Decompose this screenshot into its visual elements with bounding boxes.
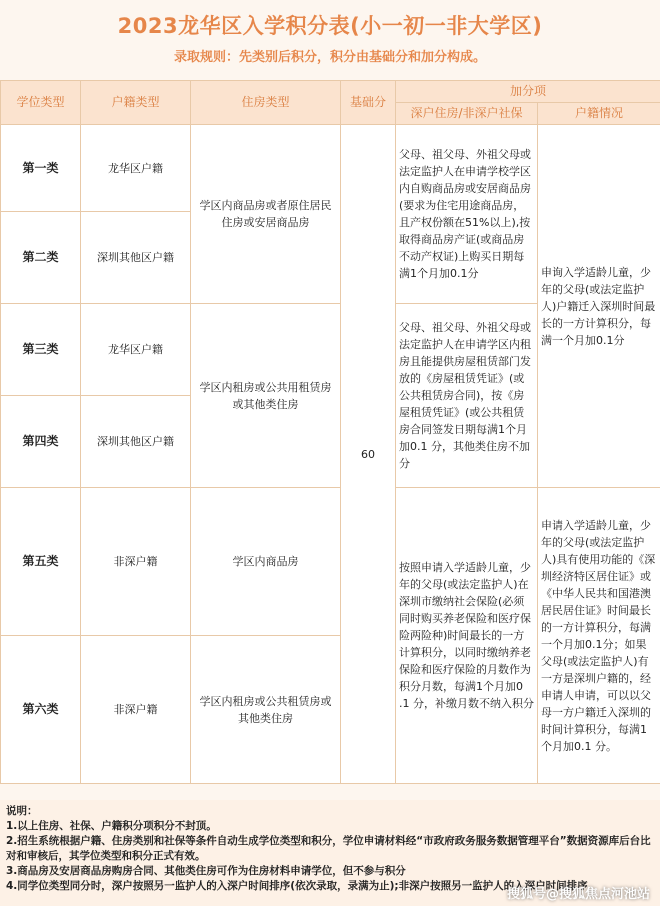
page-subtitle: 录取规则：先类别后积分，积分由基础分和加分构成。 (173, 50, 486, 65)
bonus-household-cat-1-4: 申询入学适龄儿童，少年的父母(或法定监护人)户籍迁入深圳时间最长的一方计算积分，每满一个月加0.1分 (538, 125, 660, 488)
header (0, 0, 660, 80)
category-1: 第一类 (1, 125, 81, 212)
household-5: 非深户籍 (81, 488, 191, 636)
base-score: 60 (341, 125, 396, 784)
housing-cat-1-2: 学区内商品房或者原住居民住房或安居商品房 (191, 125, 341, 304)
household-1: 龙华区户籍 (81, 125, 191, 212)
bonus-housing-cat-1-2: 父母、祖父母、外祖父母或法定监护人在申请学校学区内自购商品房或安居商品房(要求为住宅用途商品房，且产权份额在51%以上),按取得商品房产证(或商品房不动产权证)上购买日期每满1个月加0.1分 (396, 125, 538, 304)
bonus-housing-cat-3-4: 父母、祖父母、外祖父母或法定监护人在申请学区内租房且能提供房屋租赁部门发放的《房屋租赁凭证》(或公共租赁房合同)，按《房屋租赁凭证》(或公共租赁房合同签发日期每满1个月加0.1 分，其他类住房不加分 (396, 304, 538, 488)
household-4: 深圳其他区户籍 (81, 396, 191, 488)
score-table (0, 80, 660, 784)
housing-cat-3-4: 学区内租房或公共用租赁房或其他类住房 (191, 304, 341, 488)
watermark: 搜狐号@搜狐焦点河池站 (506, 887, 650, 902)
category-5: 第五类 (1, 488, 81, 636)
category-2: 第二类 (1, 212, 81, 304)
page-title: 2023龙华区入学积分表(小一初一非大学区) (117, 14, 543, 38)
col-header-bonus: 加分项 (396, 81, 660, 103)
col-header-household-type: 户籍类型 (81, 81, 191, 125)
note-item: 3.商品房及安居商品房购房合同、其他类住房可作为住房材料申请学位，但不参与积分 (6, 865, 406, 877)
note-item: 1.以上住房、社保、户籍积分项积分不封顶。 (6, 820, 217, 832)
category-6: 第六类 (1, 636, 81, 784)
col-header-bonus-housing: 深户住房/非深户社保 (396, 103, 538, 125)
note-item: 4.同学位类型同分时，深户按照另一监护人的入深户时间排序(依次录取，录满为止);非深户按照另一监护人的入深户时间排序 (6, 880, 588, 892)
note-item: 2.招生系统根据户籍、住房类别和社保等条件自动生成学位类型和积分，学位申请材料经“市政府政务服务数据管理平台”数据资源库后台比对和审核后，其学位类型和积分正式有效。 (6, 835, 651, 862)
bonus-housing-cat-5-6: 按照申请入学适龄儿童，少年的父母(或法定监护人)在深圳市缴纳社会保险(必须同时购买养老保险和医疗保险两险种)时间最长的一方计算积分，以同时缴纳养老保险和医疗保险的月数作为积分月数，每满1个月加0 .1 分，补缴月数不纳入积分 (396, 488, 538, 784)
household-6: 非深户籍 (81, 636, 191, 784)
housing-cat-6: 学区内租房或公共租赁房或其他类住房 (191, 636, 341, 784)
bonus-household-cat-5-6: 申请入学适龄儿童，少年的父母(或法定监护人)具有使用功能的《深圳经济特区居住证》或《中华人民共和国港澳居民居住证》时间最长的一方计算积分，每满一个月加0.1分；如果父母(或法定监护人)有一方是深圳户籍的，经申请人申请，可以以父母一方户籍迁入深圳的时间计算积分，每满1个月加0.1 分。 (538, 488, 660, 784)
housing-cat-5: 学区内商品房 (191, 488, 341, 636)
category-4: 第四类 (1, 396, 81, 488)
col-header-school-type: 学位类型 (1, 81, 81, 125)
category-3: 第三类 (1, 304, 81, 396)
household-2: 深圳其他区户籍 (81, 212, 191, 304)
col-header-bonus-household: 户籍情况 (538, 103, 660, 125)
col-header-housing-type: 住房类型 (191, 81, 341, 125)
household-3: 龙华区户籍 (81, 304, 191, 396)
col-header-base-score: 基础分 (341, 81, 396, 125)
notes-heading: 说明： (6, 805, 38, 817)
